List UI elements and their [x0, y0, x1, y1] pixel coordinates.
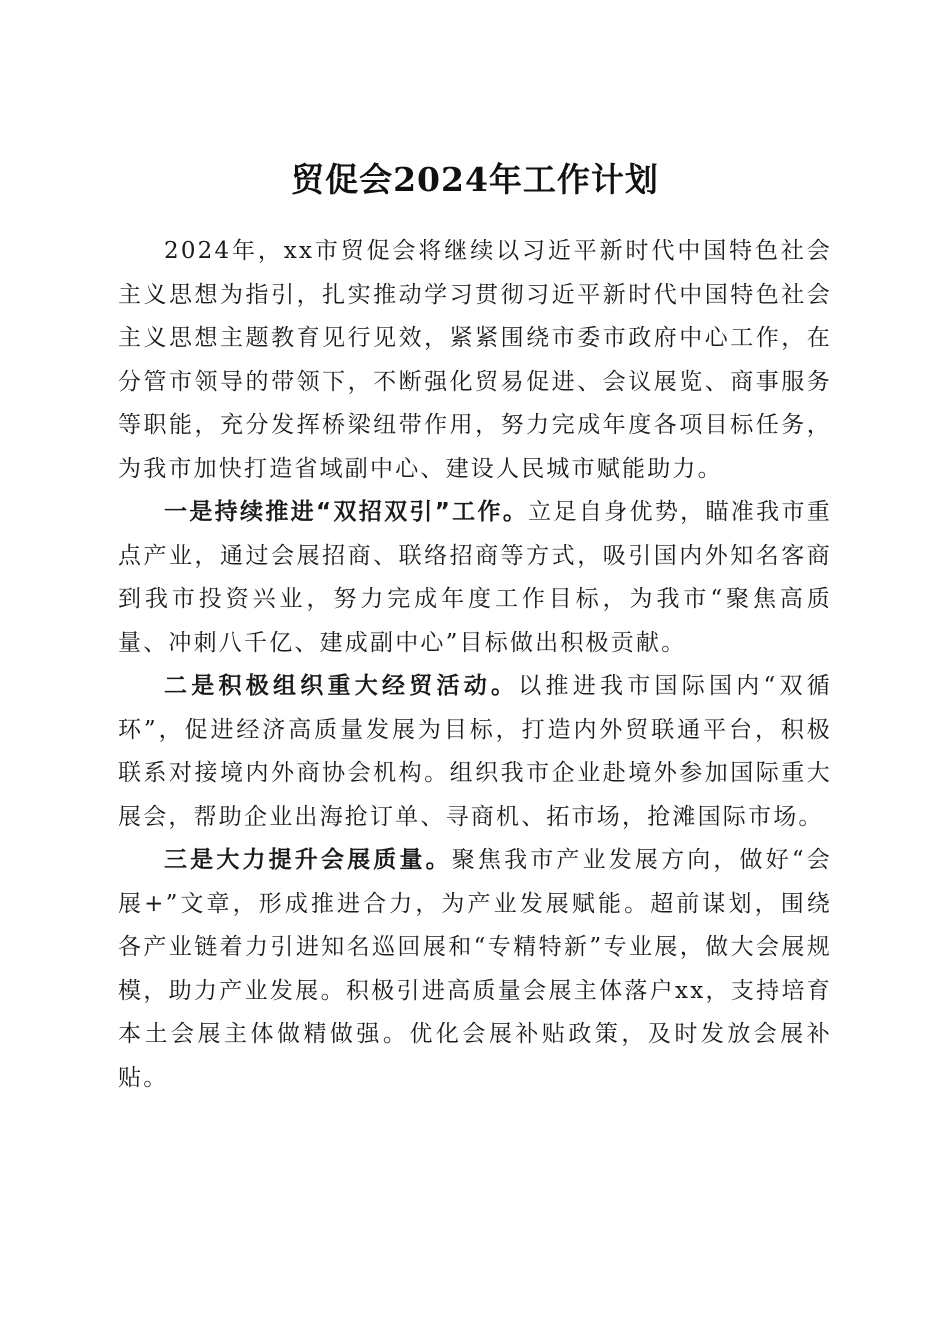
section-1-heading: 一是持续推进“双招双引”工作。	[164, 499, 529, 525]
section-2-paragraph	[118, 665, 832, 839]
section-1-paragraph	[118, 491, 832, 665]
intro-paragraph	[118, 230, 832, 491]
section-2-heading: 二是积极组织重大经贸活动。	[164, 673, 519, 699]
section-3-text: 聚焦我市产业发展方向，做好“会展+”文章，形成推进合力，为产业发展赋能。超前谋划，围绕各产业链着力引进知名巡回展和“专精特新”专业展，做大会展规模，助力产业发展。积极引进高质量会展主体落户xx，支持培育本土会展主体做精做强。优化会展补贴政策，及时发放会展补贴。	[118, 847, 832, 1091]
intro-paragraph-text: 2024年，xx市贸促会将继续以习近平新时代中国特色社会主义思想为指引，扎实推动学习贯彻习近平新时代中国特色社会主义思想主题教育见行见效，紧紧围绕市委市政府中心工作，在分管市领导的带领下，不断强化贸易促进、会议展览、商事服务等职能，充分发挥桥梁纽带作用，努力完成年度各项目标任务，为我市加快打造省域副中心、建设人民城市赋能助力。	[118, 238, 832, 482]
section-2-text: 以推进我市国际国内“双循环”，促进经济高质量发展为目标，打造内外贸联通平台，积极联系对接境内外商协会机构。组织我市企业赴境外参加国际重大展会，帮助企业出海抢订单、寻商机、拓市场，抢滩国际市场。	[118, 673, 832, 830]
section-1-text: 立足自身优势，瞄准我市重点产业，通过会展招商、联络招商等方式，吸引国内外知名客商到我市投资兴业，努力完成年度工作目标，为我市“聚焦高质量、冲刺八千亿、建成副中心”目标做出积极贡献。	[118, 499, 832, 656]
section-3-paragraph	[118, 839, 832, 1100]
document-title: 贸促会2024年工作计划	[291, 160, 659, 200]
document-body	[118, 230, 832, 1100]
section-3-heading: 三是大力提升会展质量。	[164, 847, 452, 873]
